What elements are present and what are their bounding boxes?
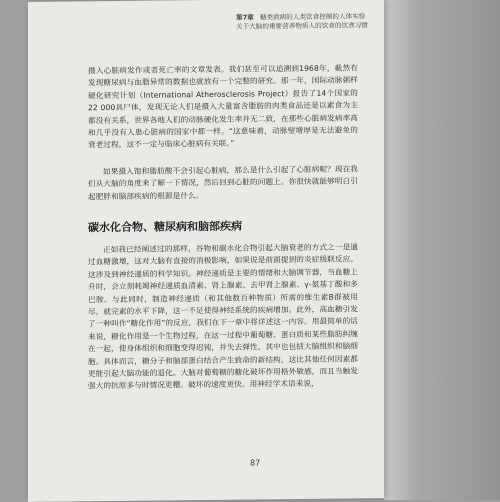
running-head-subtitle: 关于大脑的重要营养物质人的饮食的饮食习惯 — [236, 21, 368, 31]
page-number: 87 — [250, 458, 261, 468]
running-head-chapter: 第7章 — [236, 13, 254, 22]
body-paragraph: 如果摄入饱和脂肪酸不会引起心脏病，那么是什么引起了心脏病呢？现在我们从大脑的角度来了解一下情况，然后回到心脏的问题上。你很快就能够明白引起肥胖和脑部疾病的根源是什么。 — [88, 164, 358, 202]
body-paragraph: 正如我已经阐述过的那样，谷物和碳水化合物引起大脑衰老的方式之一是通过血糖激增，这对大脑有直接的消极影响，如果说是前面提到的炎症级联反应。这涉及到神经递质的科学知识。神经递质是主要的情绪和大脑调节器，当血糖上升时，会立刻耗竭神经递质血清素、肾上腺素、去甲肾上腺素、γ-氨基丁酸和多巴胺。与此同时，制造神经递质（和其他数百种物质）所需的维生素B群被用尽，就完素的水平下降，这一不足使得神经系统的疾病增加。此外，高血糖引发了一种叫作“糖化作用”的反应，我们在下一章中将详述这一内容。用最简单的话来说，糖化作用是一个生物过程，在这一过程中葡萄糖、蛋白质和某些脂肪纠缠在一起，使身体组织和细胞变得迟钝，并失去弹性。其中也包括大脑组织和脑细胞。具体而言，糖分子和脑部蛋白结合产生致命的新结构，这比其他任何因素都更能引起大脑功能的退化。大脑对葡萄糖的糖化破坏作用格外敏感，而且当触发强大的抗原多与时情况更糟。破坏的速度更快。用神经学术语来说， — [88, 242, 358, 391]
page-edge-shadow — [384, 0, 500, 500]
book-page — [28, 0, 384, 502]
body-paragraph: 摄入心脏病发作或者死亡率的文章发表。我们甚至可以追溯到1968年，截然有发现糖尿病与血脂异常的数据也就放有一个完整的研究。那一年，国际动脉粥样硬化研究计划（International Atherosclerosis Project）报告了14个国家的22 000具尸体，发现无论人们是摄入大量富含脂肪的肉类食品还是以素食为主都没有关系，世界各地人们的动脉硬化发生率并无二致，在那些心脏病发病率高和几乎没有人患心脏病的国家中都一样。“这意味着，动脉壁增厚是无法避免的衰老过程，这不一定与临床心脏病有关联。” — [88, 63, 358, 150]
running-head — [236, 12, 376, 31]
section-heading: 碳水化合物、糖尿病和脑部疾病 — [88, 219, 242, 235]
running-head-title: 糖类致病的人类饮食控制的人体实验 — [259, 12, 366, 22]
